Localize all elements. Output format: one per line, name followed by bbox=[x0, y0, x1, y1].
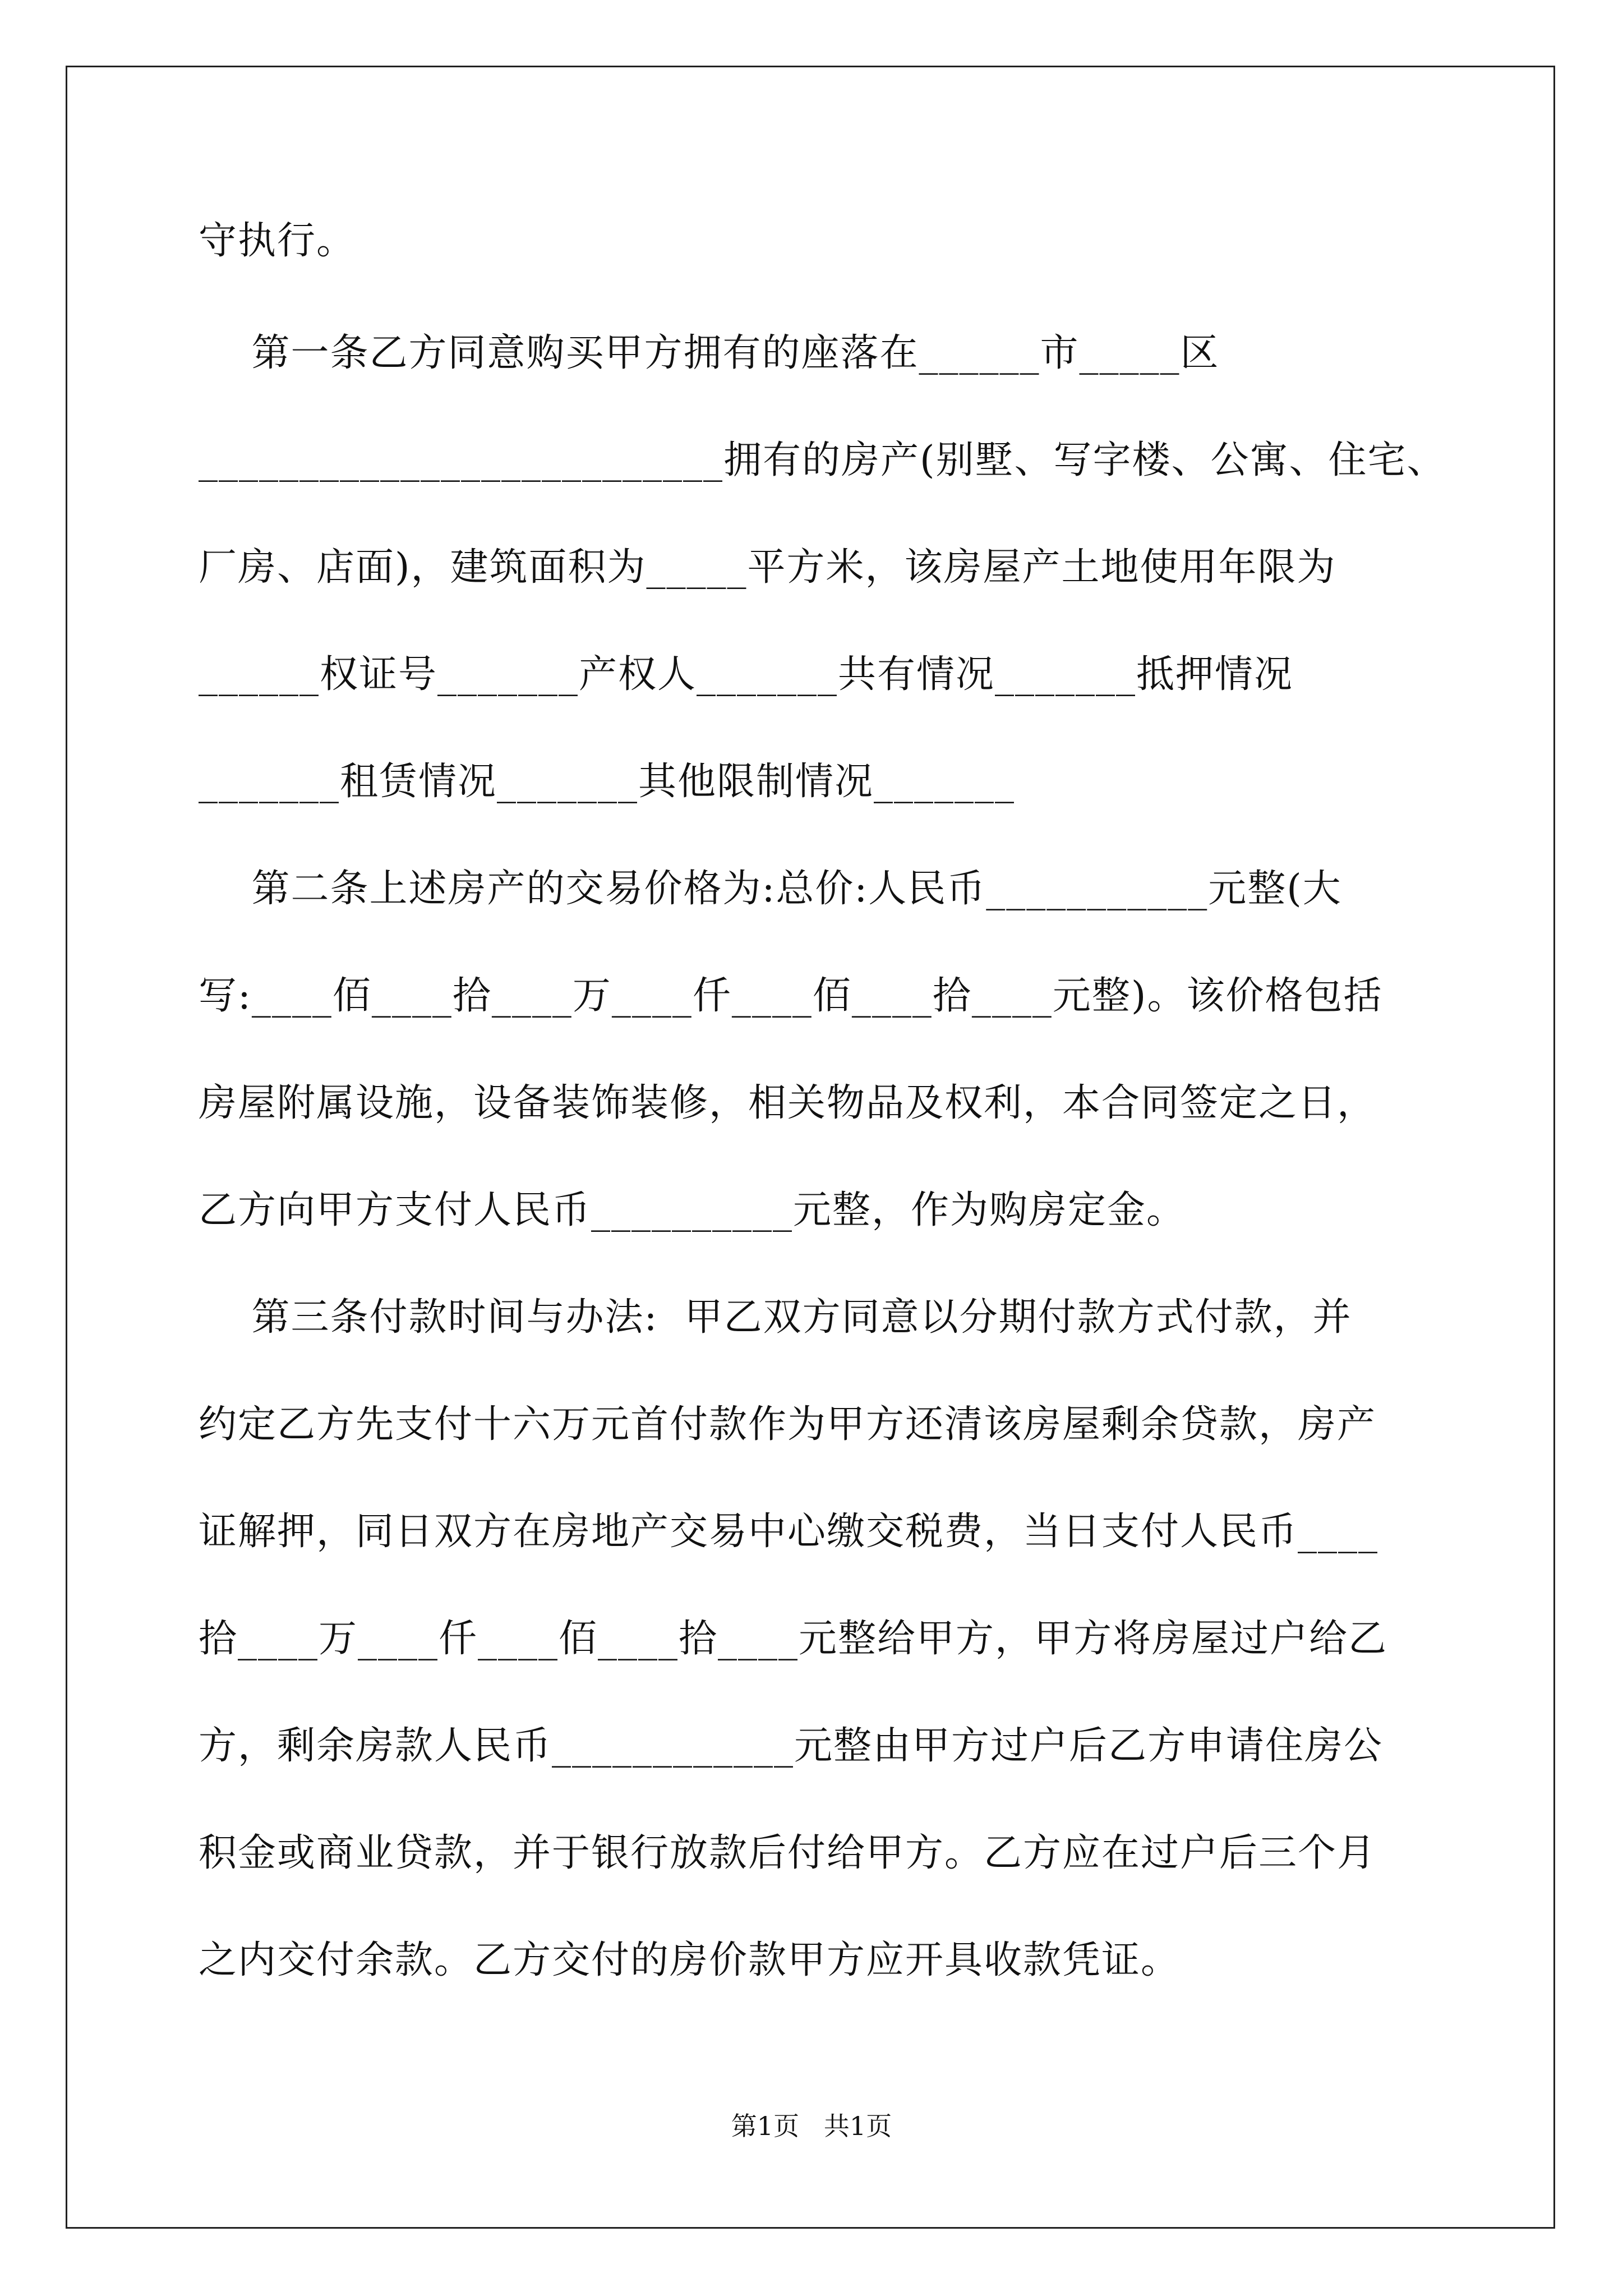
page-number-footer: 第1页 共1页 bbox=[731, 2111, 892, 2141]
text-line: 房屋附属设施，设备装饰装修，相关物品及权利，本合同签定之日， bbox=[199, 1081, 1377, 1125]
page-border bbox=[66, 66, 1555, 2229]
text-line: 第二条上述房产的交易价格为:总价:人民币___________元整(大 bbox=[199, 867, 1342, 911]
text-line: ______权证号_______产权人_______共有情况_______抵押情况 bbox=[199, 652, 1294, 697]
text-line: 写:____佰____拾____万____仟____佰____拾____元整)。该价格包括 bbox=[199, 974, 1383, 1018]
text-line: 厂房、店面)，建筑面积为_____平方米，该房屋产土地使用年限为 bbox=[199, 545, 1336, 590]
text-line: 积金或商业贷款，并于银行放款后付给甲方。乙方应在过户后三个月 bbox=[199, 1831, 1377, 1875]
text-line: __________________________拥有的房产(别墅、写字楼、公寓、住宅、 bbox=[199, 438, 1446, 482]
text-line: _______租赁情况_______其他限制情况_______ bbox=[199, 760, 1016, 804]
text-line: 之内交付余款。乙方交付的房价款甲方应开具收款凭证。 bbox=[199, 1938, 1181, 1982]
text-line: 乙方向甲方支付人民币__________元整，作为购房定金。 bbox=[199, 1188, 1186, 1232]
text-line: 第一条乙方同意购买甲方拥有的座落在______市_____区 bbox=[199, 331, 1220, 375]
text-line: 第三条付款时间与办法: 甲乙双方同意以分期付款方式付款，并 bbox=[199, 1295, 1352, 1340]
text-line: 约定乙方先支付十六万元首付款作为甲方还清该房屋剩余贷款，房产 bbox=[199, 1402, 1377, 1447]
text-line: 守执行。 bbox=[199, 219, 356, 263]
text-line: 拾____万____仟____佰____拾____元整给甲方，甲方将房屋过户给乙 bbox=[199, 1617, 1388, 1661]
text-line: 方，剩余房款人民币____________元整由甲方过户后乙方申请住房公 bbox=[199, 1724, 1384, 1768]
text-line: 证解押，同日双方在房地产交易中心缴交税费，当日支付人民币____ bbox=[199, 1510, 1379, 1554]
